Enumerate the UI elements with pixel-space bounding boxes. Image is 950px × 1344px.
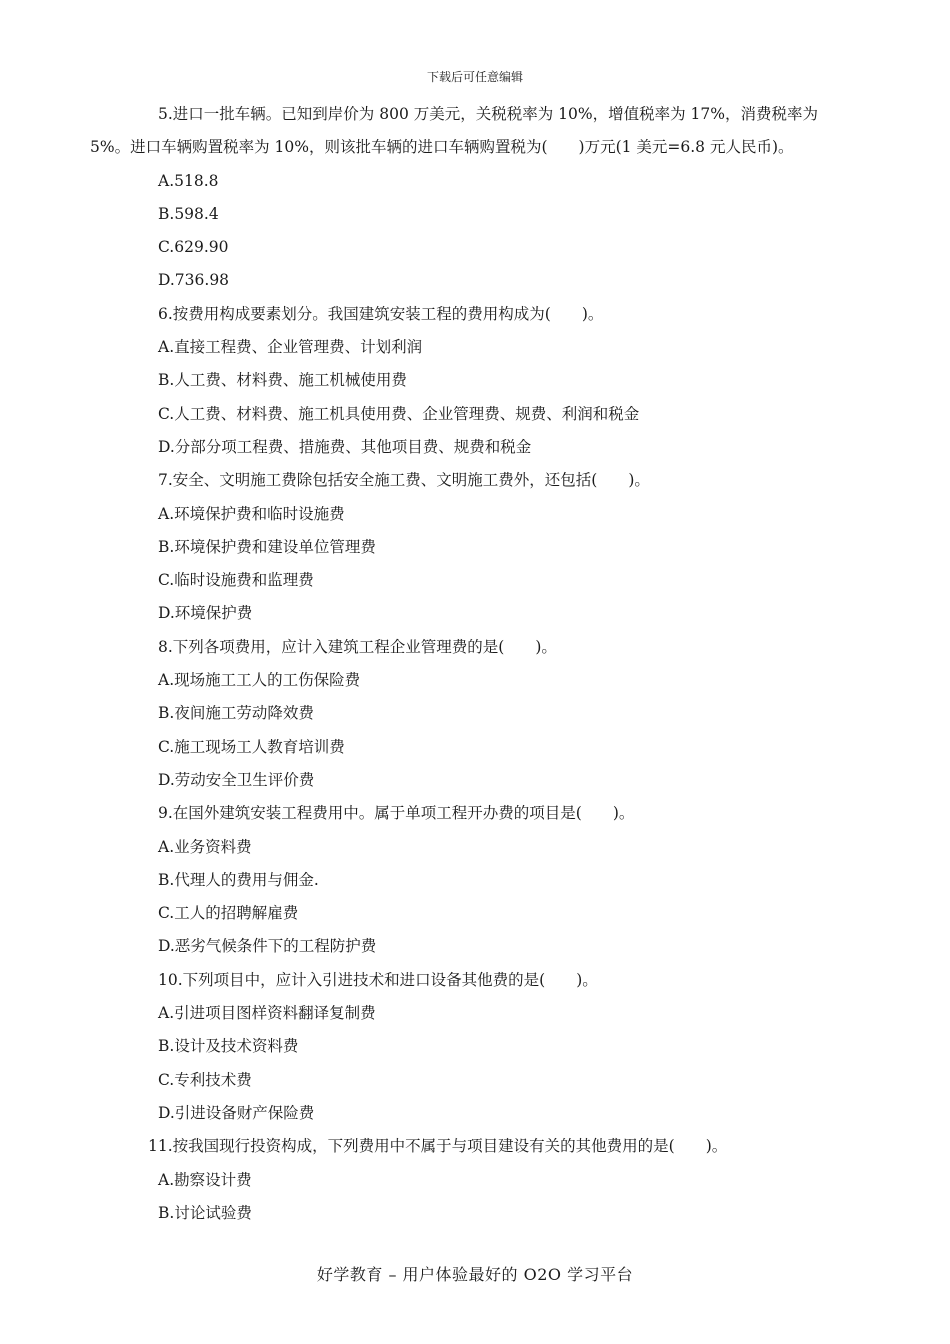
question-8-option-a: A.现场施工工人的工伤保险费 [158,671,361,690]
page-header: 下载后可任意编辑 [426,70,523,84]
question-5-option-a: A.518.8 [158,171,219,190]
question-6: 6.按费用构成要素划分。我国建筑安装工程的费用构成为( )。 [158,304,604,323]
page-footer: 好学教育 – 用户体验最好的 O2O 学习平台 [316,1265,634,1284]
question-7-option-b: B.环境保护费和建设单位管理费 [158,537,376,556]
question-8-option-d: D.劳动安全卫生评价费 [158,770,315,789]
question-5-option-d: D.736.98 [158,271,230,290]
question-9: 9.在国外建筑安装工程费用中。属于单项工程开办费的项目是( )。 [158,804,635,823]
question-9-option-b: B.代理人的费用与佣金. [158,870,319,889]
question-6-option-c: C.人工费、材料费、施工机具使用费、企业管理费、规费、利润和税金 [158,404,640,423]
question-5-line-1: 5.进口一批车辆。已知到岸价为 800 万美元，关税税率为 10%，增值税率为 17%，消费税率为 [158,105,818,123]
question-5-option-c: C.629.90 [158,238,229,257]
question-7: 7.安全、文明施工费除包括安全施工费、文明施工费外，还包括( )。 [158,471,650,490]
question-7-option-a: A.环境保护费和临时设施费 [158,504,345,523]
question-7-option-d: D.环境保护费 [158,604,253,623]
question-6-option-d: D.分部分项工程费、措施费、其他项目费、规费和税金 [158,437,532,456]
question-10-option-c: C.专利技术费 [158,1070,252,1089]
question-6-option-b: B.人工费、材料费、施工机械使用费 [158,371,407,390]
question-9-option-a: A.业务资料费 [158,837,252,856]
question-11: 11.按我国现行投资构成，下列费用中不属于与项目建设有关的其他费用的是( )。 [148,1137,728,1156]
question-8-option-b: B.夜间施工劳动降效费 [158,704,314,723]
question-10-option-a: A.引进项目图样资料翻译复制费 [158,1004,376,1023]
question-8-option-c: C.施工现场工人教育培训费 [158,737,345,756]
question-10-option-b: B.设计及技术资料费 [158,1037,299,1056]
question-6-option-a: A.直接工程费、企业管理费、计划利润 [158,338,423,357]
question-9-option-d: D.恶劣气候条件下的工程防护费 [158,937,377,956]
question-5-option-b: B.598.4 [158,204,219,223]
question-11-option-a: A.勘察设计费 [158,1170,252,1189]
question-9-option-c: C.工人的招聘解雇费 [158,904,299,923]
question-11-option-b: B.讨论试验费 [158,1203,252,1222]
question-list [90,98,865,1230]
question-10-option-d: D.引进设备财产保险费 [158,1103,315,1122]
question-7-option-c: C.临时设施费和监理费 [158,571,314,590]
question-10: 10.下列项目中，应计入引进技术和进口设备其他费的是( )。 [158,970,598,989]
question-5-line-2: 5%。进口车辆购置税率为 10%，则该批车辆的进口车辆购置税为( )万元(1 美元=6.8 元人民币)。 [90,138,794,157]
question-8: 8.下列各项费用，应计入建筑工程企业管理费的是( )。 [158,637,557,656]
